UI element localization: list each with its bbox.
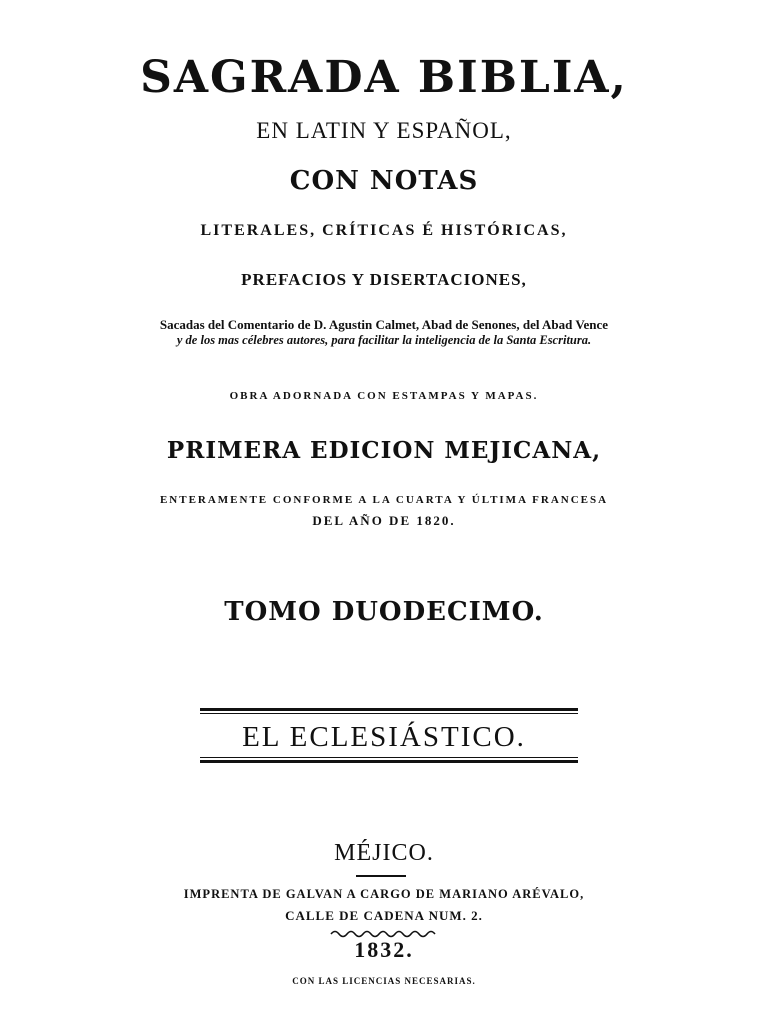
conformity-line-1: ENTERAMENTE CONFORME A LA CUARTA Y ÚLTIMA FRANCESA: [159, 494, 609, 506]
notes-heading: CON NOTAS: [289, 166, 479, 196]
book-title: EL ECLESIÁSTICO.: [242, 721, 526, 753]
adorned-line: OBRA ADORNADA CON ESTAMPAS Y MAPAS.: [229, 390, 539, 402]
publication-year: 1832.: [354, 937, 414, 962]
conformity-line-2: DEL AÑO DE 1820.: [312, 513, 456, 528]
divider-rule: [200, 760, 578, 763]
divider-rule: [200, 708, 578, 711]
printer-line-1: IMPRENTA DE GALVAN A CARGO DE MARIANO ARÉVALO,: [183, 887, 585, 901]
edition-line: PRIMERA EDICION MEJICANA,: [166, 437, 602, 464]
sources-line-2: y de los mas célebres autores, para facilitar la inteligencia de la Santa Escritura.: [176, 333, 592, 347]
licenses-line: CON LAS LICENCIAS NECESARIAS.: [292, 976, 476, 986]
divider-rule: [200, 713, 578, 714]
sources-line-1: Sacadas del Comentario de D. Agustin Calmet, Abad de Senones, del Abad Vence: [159, 317, 609, 332]
prefaces-line: PREFACIOS Y DISERTACIONES,: [241, 270, 527, 289]
main-title: SAGRADA BIBLIA,: [140, 52, 628, 103]
notes-kinds: LITERALES, CRÍTICAS É HISTÓRICAS,: [200, 222, 568, 239]
volume-heading: TOMO DUODECIMO.: [224, 597, 544, 627]
subtitle-languages: EN LATIN Y ESPAÑOL,: [256, 118, 512, 143]
divider-rule: [356, 875, 406, 877]
place-of-publication: MÉJICO.: [334, 840, 434, 866]
printer-line-2: CALLE DE CADENA NUM. 2.: [285, 908, 483, 923]
divider-rule: [200, 757, 578, 758]
